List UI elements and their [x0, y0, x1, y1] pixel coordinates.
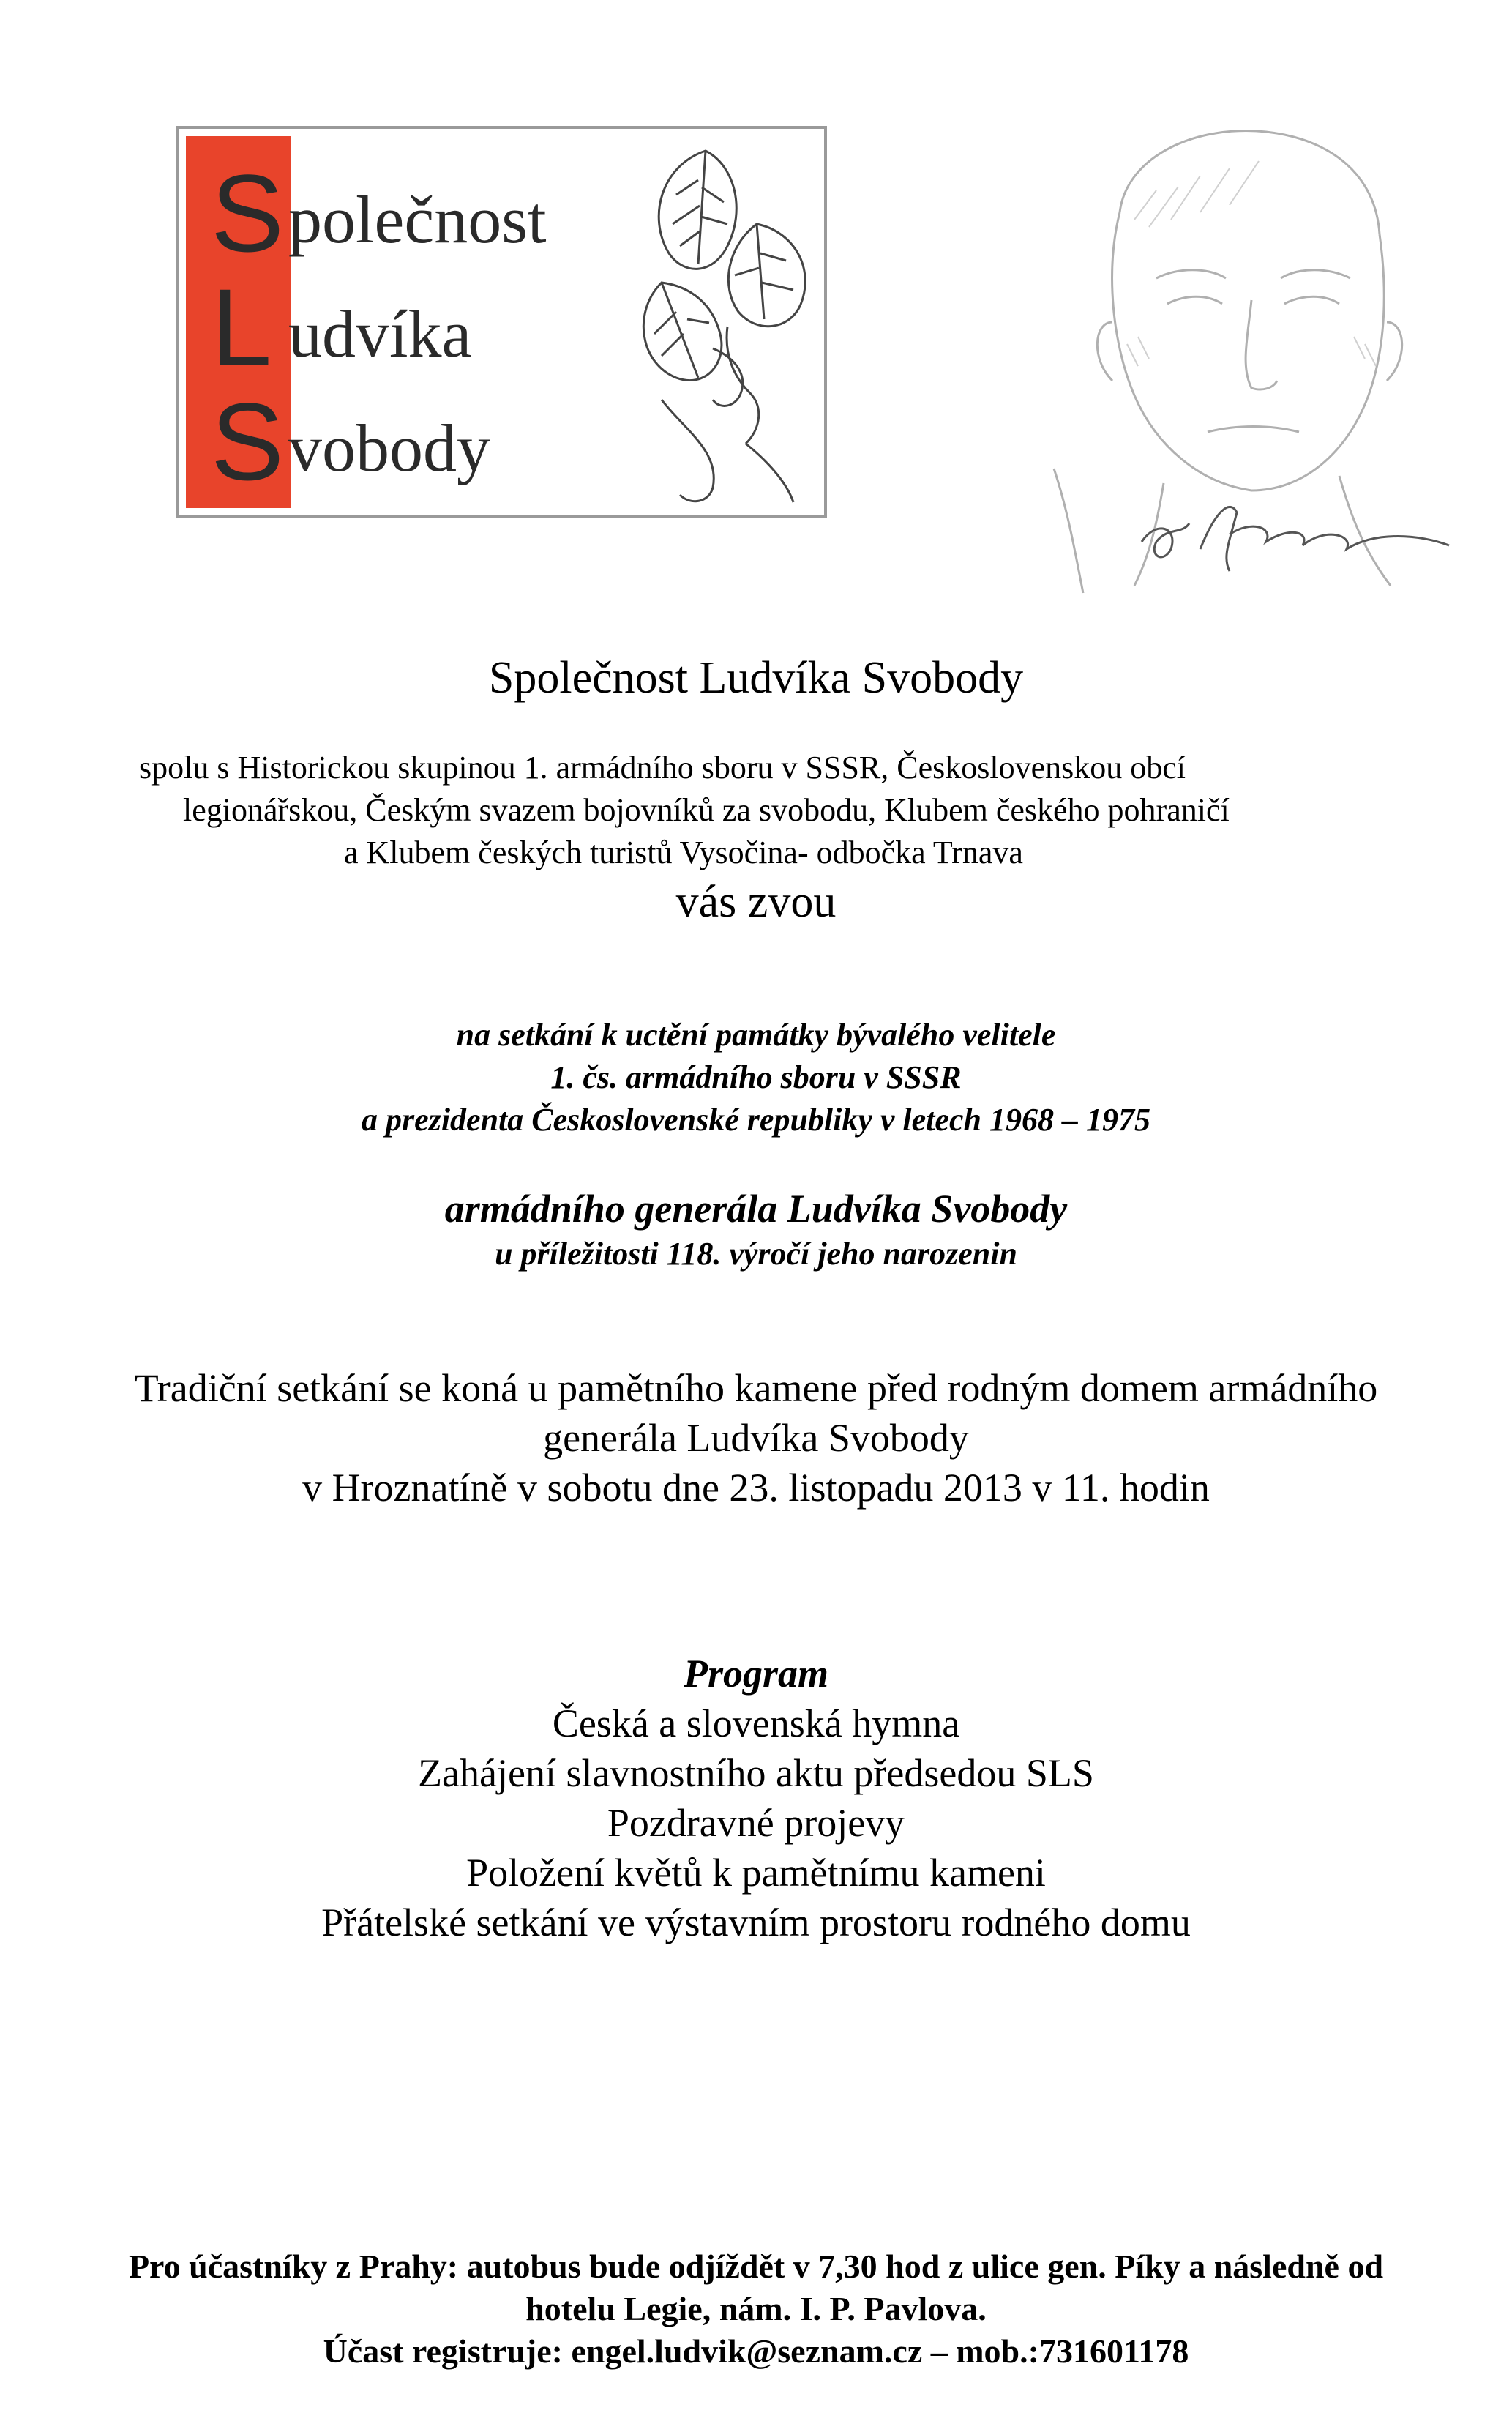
tradition-line-2: generála Ludvíka Svobody [543, 1416, 969, 1460]
logo-word-svobody: vobody [288, 411, 490, 485]
program-item: Položení květů k pamětnímu kameni [466, 1851, 1046, 1895]
portrait-sketch [1010, 102, 1493, 600]
tradition-line-1: Tradiční setkání se koná u pamětního kamene před rodným domem armádního [134, 1366, 1378, 1410]
logo-word-ludvika: udvíka [288, 296, 472, 371]
program-item: Česká a slovenská hymna [552, 1701, 960, 1745]
page-title: Společnost Ludvíka Svobody [488, 653, 1024, 703]
footer-line-1: Pro účastníky z Prahy: autobus bude odjíždět v 7,30 hod z ulice gen. Píky a následně od [128, 2247, 1384, 2285]
meeting-line-3: a prezidenta Československé republiky v letech 1968 – 1975 [362, 1102, 1150, 1138]
logo-letter-l: L [211, 266, 272, 389]
intro-line-2: legionářskou, Českým svazem bojovníků za svobodu, Klubem českého pohraničí [183, 792, 1230, 828]
general-name: armádního generála Ludvíka Svobody [444, 1187, 1068, 1231]
tradition-line-3: v Hroznatíně v sobotu dne 23. listopadu 2013 v 11. hodin [302, 1466, 1210, 1510]
logo-letter-s2: S [211, 380, 285, 503]
meeting-line-2: 1. čs. armádního sboru v SSSR [550, 1059, 962, 1095]
logo-letter-s1: S [211, 152, 285, 275]
intro-line-3: a Klubem českých turistů Vysočina- odbočka Trnava [344, 835, 1023, 870]
linden-leaves-icon [618, 136, 823, 510]
program-item: Zahájení slavnostního aktu předsedou SLS [418, 1751, 1094, 1795]
program-item: Pozdravné projevy [607, 1801, 905, 1845]
footer-contact: Účast registruje: engel.ludvik@seznam.cz – mob.:731601178 [323, 2332, 1189, 2370]
invite-text: vás zvou [675, 877, 837, 927]
program-item: Přátelské setkání ve výstavním prostoru rodného domu [321, 1900, 1191, 1944]
sls-logo [176, 126, 827, 518]
logo-word-spolecnost: polečnost [288, 182, 547, 257]
meeting-line-1: na setkání k uctění památky bývalého velitele [456, 1017, 1056, 1053]
occasion-text: u příležitosti 118. výročí jeho narozenin [495, 1236, 1017, 1272]
footer-line-2: hotelu Legie, nám. I. P. Pavlova. [525, 2290, 987, 2327]
program-title: Program [683, 1652, 829, 1696]
intro-line-1: spolu s Historickou skupinou 1. armádního sboru v SSSR, Československou obcí [139, 750, 1186, 786]
